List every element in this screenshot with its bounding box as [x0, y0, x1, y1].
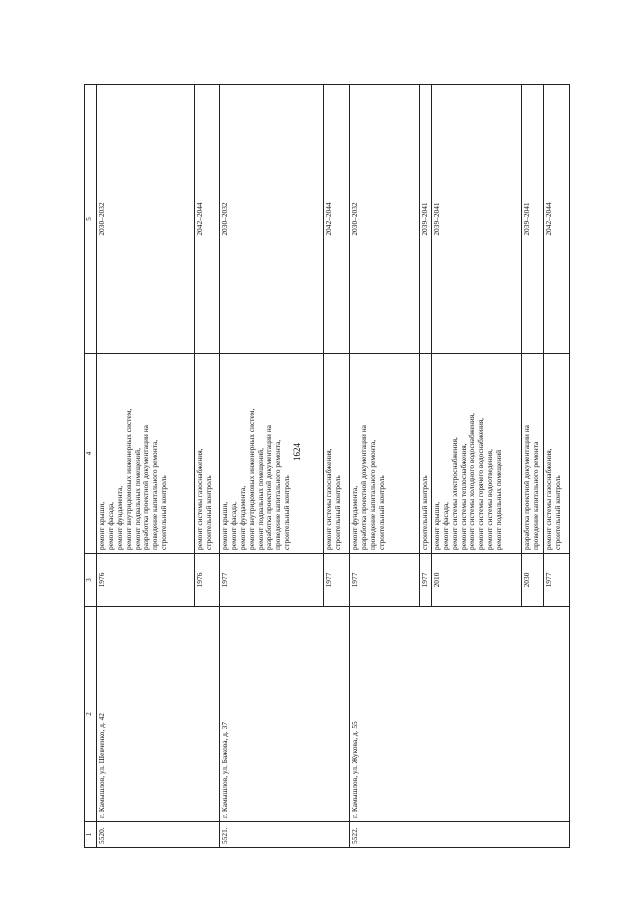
- construction-year: 2010: [431, 554, 521, 607]
- repair-works: [543, 354, 569, 554]
- construction-year: 1977: [543, 554, 569, 607]
- work-item: ремонт фасада,: [105, 502, 115, 550]
- column-header-2: 2: [85, 607, 97, 822]
- repair-period: 2042–2044: [195, 85, 220, 354]
- work-item: строительный контроль: [203, 475, 213, 550]
- construction-year: 1977: [220, 554, 324, 607]
- repair-period: 2042–2044: [324, 85, 350, 354]
- work-item: ремонт крыши,: [220, 501, 229, 550]
- work-item: разработка проектной документации на: [264, 425, 274, 550]
- work-item: ремонт фундамента,: [237, 485, 247, 550]
- table-row: [350, 85, 420, 848]
- repair-schedule-table: [84, 84, 570, 848]
- construction-year: 1976: [195, 554, 220, 607]
- row-number: 5522.: [350, 822, 570, 848]
- construction-year: 1976: [97, 554, 195, 607]
- work-item: строительный контроль: [332, 475, 342, 550]
- row-number: 5521.: [220, 822, 350, 848]
- work-item: ремонт подвальных помещений: [494, 449, 503, 550]
- work-item: разработка проектной документации на: [358, 425, 368, 550]
- repair-period: 2039–2041: [521, 85, 543, 354]
- repair-period: 2030–2032: [220, 85, 324, 354]
- work-item: разработка проектной документации на: [521, 425, 531, 550]
- work-item: разработка проектной документации на: [141, 425, 151, 550]
- work-item: ремонт внутридомовых инженерных систем,: [123, 408, 133, 550]
- table-row: [97, 85, 195, 848]
- column-header-3: 3: [85, 554, 97, 607]
- work-item: ремонт системы газоснабжения,: [195, 448, 204, 550]
- construction-year: 1977: [420, 554, 432, 607]
- construction-year: 2030: [521, 554, 543, 607]
- repair-works: [195, 354, 220, 554]
- repair-works: [431, 354, 521, 554]
- repair-period: 2039–2041: [420, 85, 432, 354]
- repair-works: [220, 354, 324, 554]
- work-item: проведение капитального ремонта: [530, 441, 540, 550]
- building-address: г. Камышлов, ул. Жукова, д. 55: [350, 607, 570, 822]
- work-item: ремонт фундамента,: [114, 485, 124, 550]
- work-item: проведение капитального ремонта,: [367, 439, 377, 550]
- rotated-table-container: [84, 18, 562, 848]
- work-item: строительный контроль: [420, 475, 429, 550]
- table-row: [220, 85, 324, 848]
- work-item: ремонт фасада,: [228, 502, 238, 550]
- repair-works: [97, 354, 195, 554]
- building-address: г. Камышлов, ул. Шевченко, д. 42: [97, 607, 220, 822]
- work-item: ремонт системы холодного водоснабжения,: [467, 413, 477, 550]
- repair-works: [521, 354, 543, 554]
- work-item: проведение капитального ремонта,: [273, 439, 283, 550]
- work-item: строительный контроль: [376, 475, 386, 550]
- work-item: проведение капитального ремонта,: [150, 439, 160, 550]
- construction-year: 1977: [350, 554, 420, 607]
- header-row: [85, 85, 97, 848]
- work-item: ремонт подвальных помещений,: [132, 448, 142, 550]
- repair-works: [420, 354, 432, 554]
- repair-period: 2030–2032: [350, 85, 420, 354]
- work-item: ремонт крыши,: [431, 501, 441, 550]
- work-item: ремонт внутридомовых инженерных систем,: [246, 408, 256, 550]
- repair-period: 2039–2041: [431, 85, 521, 354]
- repair-works: [350, 354, 420, 554]
- construction-year: 1977: [324, 554, 350, 607]
- work-item: строительный контроль: [159, 475, 169, 550]
- work-item: строительный контроль: [552, 475, 562, 550]
- work-item: ремонт крыши,: [97, 501, 106, 550]
- column-header-1: 1: [85, 822, 97, 848]
- work-item: ремонт подвальных помещений,: [255, 448, 265, 550]
- repair-period: 2030–2032: [97, 85, 195, 354]
- column-header-4: 4: [85, 354, 97, 554]
- work-item: ремонт системы газоснабжения,: [324, 448, 333, 550]
- work-item: ремонт системы электроснабжения,: [449, 437, 459, 550]
- work-item: строительный контроль: [282, 475, 292, 550]
- work-item: ремонт фундамента,: [350, 485, 359, 550]
- building-address: г. Камышлов, ул. Бажова, д. 37: [220, 607, 350, 822]
- page-number: 1624: [292, 443, 302, 461]
- repair-period: 2042–2044: [543, 85, 569, 354]
- row-number: 5520.: [97, 822, 220, 848]
- work-item: ремонт фасада,: [440, 502, 450, 550]
- work-item: ремонт системы теплоснабжения,: [458, 443, 468, 550]
- repair-works: [324, 354, 350, 554]
- work-item: ремонт системы горячего водоснабжения,: [476, 417, 486, 550]
- work-item: ремонт системы водоотведения,: [485, 449, 495, 550]
- work-item: ремонт системы газоснабжения,: [543, 448, 553, 550]
- column-header-5: 5: [85, 85, 97, 354]
